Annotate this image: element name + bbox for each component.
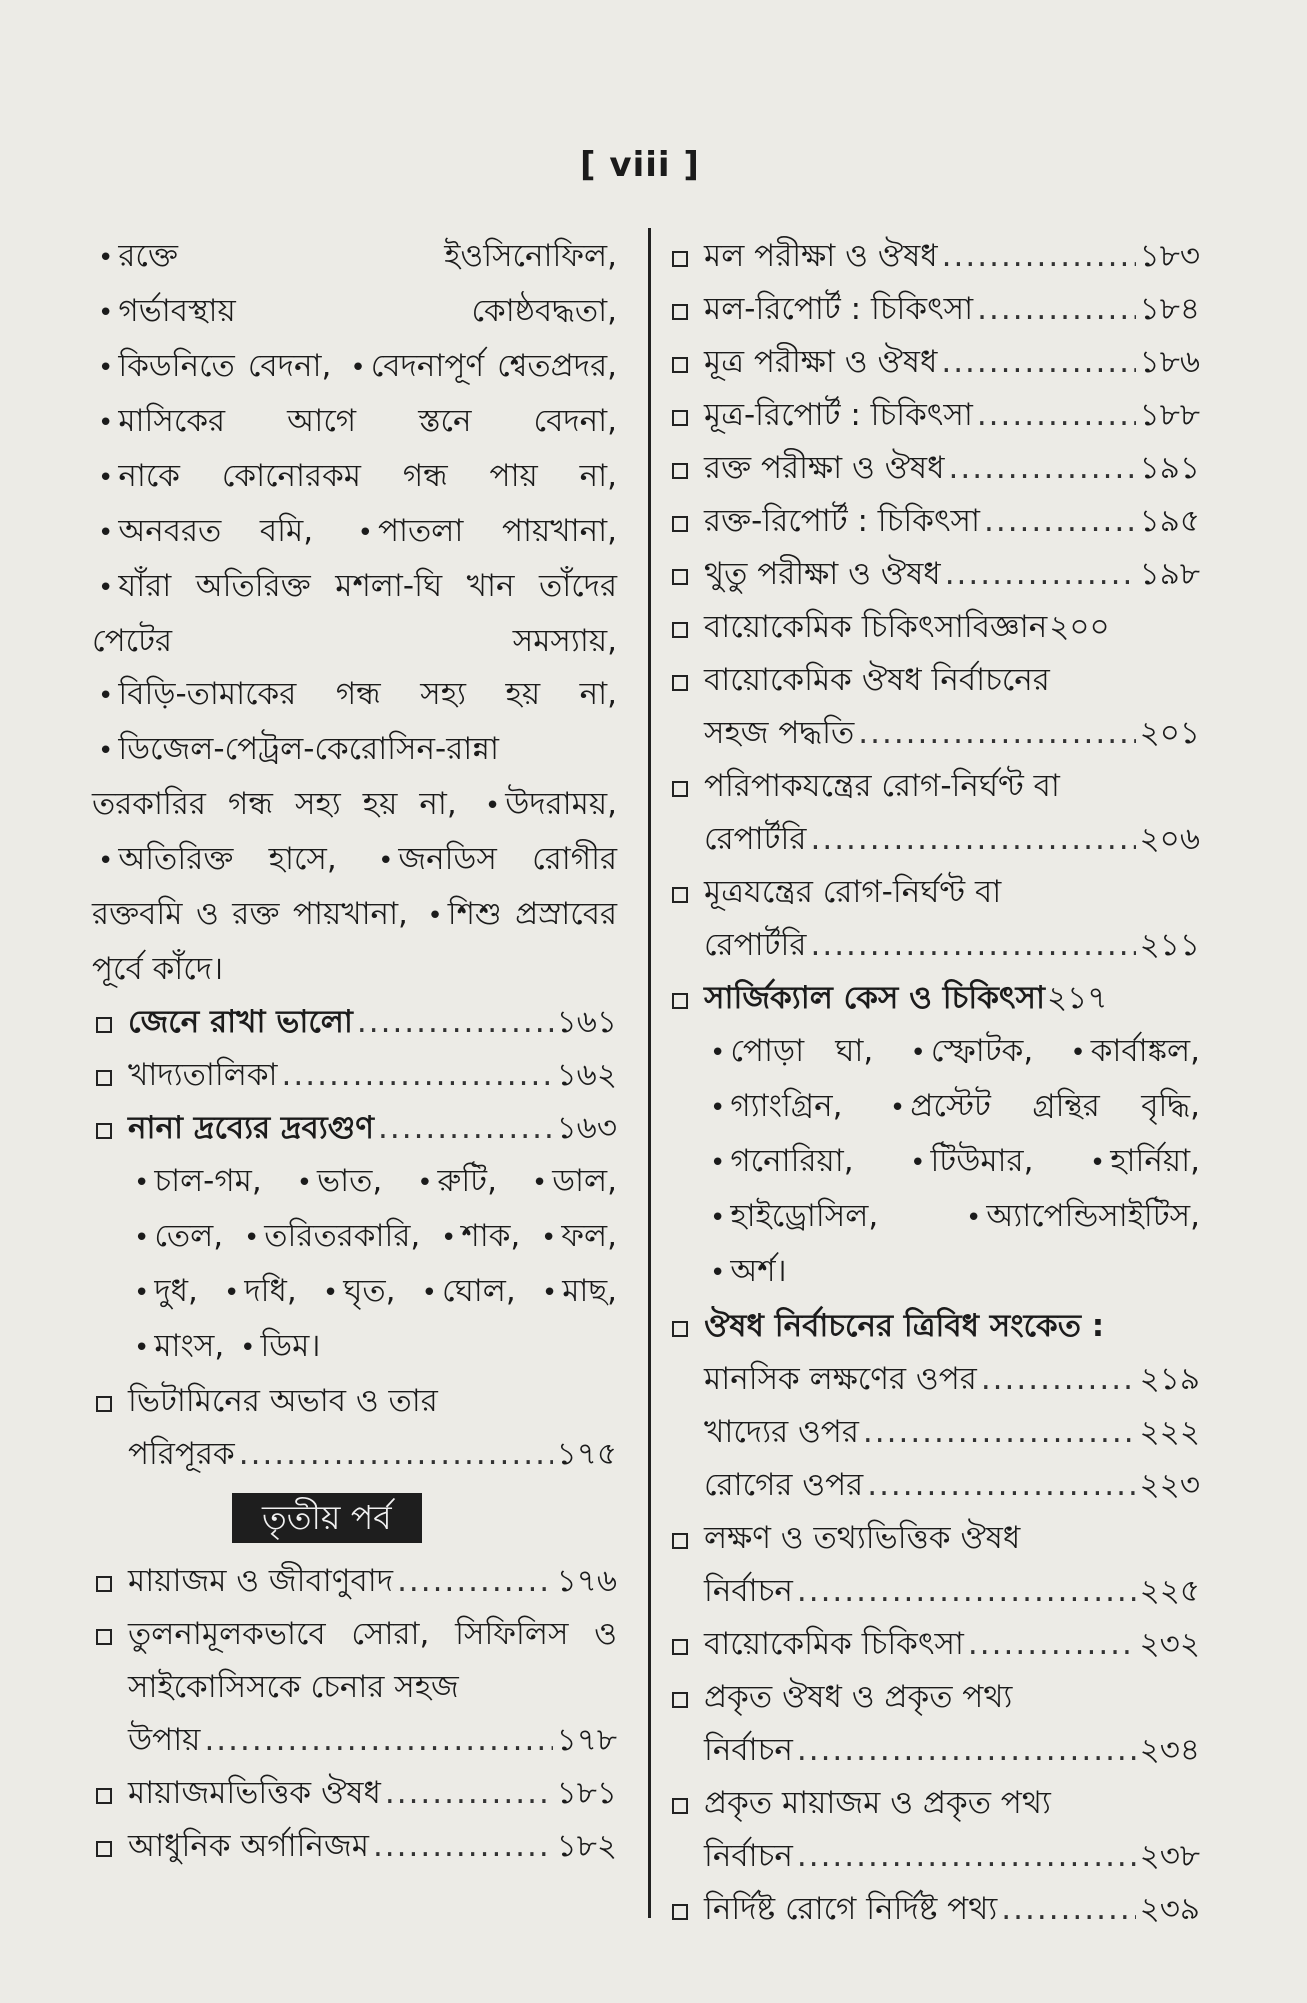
checkbox-square-icon xyxy=(672,675,688,691)
checkbox-square-icon xyxy=(672,1639,688,1655)
entry-page: ১৯১ xyxy=(1139,450,1200,486)
entry-page: ১৮৮ xyxy=(1139,397,1200,433)
entry-label: মূত্র পরীক্ষা ও ঔষধ xyxy=(704,344,938,380)
entry-page: ১৮৩ xyxy=(1139,238,1200,274)
bullet-item: • কার্বাঙ্কল, xyxy=(1064,1033,1200,1069)
bullet-item: • ডিম। xyxy=(234,1328,320,1364)
toc-entry xyxy=(668,336,1200,389)
entry-page: ১৬৩ xyxy=(556,1110,617,1146)
toc-entry xyxy=(668,495,1200,548)
bullet-item: • রুটি, xyxy=(411,1163,497,1199)
entry-label-line2: পরিপূরক xyxy=(128,1436,235,1472)
entry-page: ২০১ xyxy=(1139,715,1200,751)
bullet-item: • অ্যাপেন্ডিসাইটিস, xyxy=(960,1198,1200,1234)
surgical-bullet-paragraph xyxy=(668,1025,1200,1300)
entry-label: থুতু পরীক্ষা ও ঔষধ xyxy=(704,556,941,592)
checkbox-square-icon xyxy=(672,622,688,638)
leader-dots xyxy=(239,1428,553,1481)
entry-label-line1: লক্ষণ ও তথ্যভিত্তিক ঔষধ xyxy=(704,1520,1021,1556)
toc-entry xyxy=(92,996,617,1049)
entry-page: ২০০ xyxy=(1049,609,1110,645)
toc-entry xyxy=(668,601,1200,654)
toc-entry xyxy=(92,1767,617,1820)
leader-dots xyxy=(949,442,1136,495)
bullet-item: • গর্ভাবস্থায় কোষ্ঠবদ্ধতা, xyxy=(92,293,617,329)
toc-entry-urinary-repertory xyxy=(668,866,1200,972)
leader-dots xyxy=(945,548,1136,601)
leader-dots xyxy=(378,1102,553,1155)
entry-page: ২৩৪ xyxy=(1139,1732,1200,1768)
toc-entry xyxy=(668,442,1200,495)
bullet-item: • কিডনিতে বেদনা, xyxy=(92,348,331,384)
leader-dots xyxy=(357,996,553,1049)
entry-page: ২২৩ xyxy=(1139,1467,1200,1503)
toc-entry xyxy=(92,1049,617,1102)
checkbox-square-icon xyxy=(672,251,688,267)
entry-page: ১৮৪ xyxy=(1139,291,1200,327)
toc-entry xyxy=(668,1883,1200,1936)
checkbox-square-icon xyxy=(96,1788,112,1804)
entry-label: নানা দ্রব্যের দ্রব্যগুণ xyxy=(128,1110,375,1146)
bullet-item: • ফল, xyxy=(535,1218,617,1254)
toc-entry xyxy=(668,1618,1200,1671)
bullet-item: • ঘোল, xyxy=(416,1273,516,1309)
entry-label: খাদ্যতালিকা xyxy=(128,1057,278,1093)
entry-page: ১৬১ xyxy=(556,1004,617,1040)
checkbox-square-icon xyxy=(96,1123,112,1139)
toc-entry xyxy=(668,389,1200,442)
entry-label: আধুনিক অর্গানিজম xyxy=(128,1828,369,1864)
checkbox-square-icon xyxy=(672,1692,688,1708)
left-column xyxy=(92,230,617,1873)
entry-page: ২২৫ xyxy=(1139,1573,1200,1609)
checkbox-square-icon xyxy=(672,781,688,797)
toc-entry xyxy=(668,230,1200,283)
bullet-item: • গনোরিয়া, xyxy=(704,1143,854,1179)
toc-entry-proper-medicine xyxy=(668,1671,1200,1777)
toc-entry-proper-miasm xyxy=(668,1777,1200,1883)
page-number: [ viii ] xyxy=(580,145,700,185)
entry-page: ২৩২ xyxy=(1139,1626,1200,1662)
entry-label-last: উপায় xyxy=(128,1722,201,1758)
checkbox-square-icon xyxy=(96,1576,112,1592)
leader-dots xyxy=(797,1830,1136,1883)
leader-dots xyxy=(968,1618,1136,1671)
leader-dots xyxy=(797,1565,1136,1618)
entry-label: মায়াজম ও জীবাণুবাদ xyxy=(128,1563,394,1599)
entry-label-line1: ভিটামিনের অভাব ও তার xyxy=(128,1383,438,1419)
entry-label-line2: নির্বাচন xyxy=(704,1732,793,1768)
entry-page: ২১১ xyxy=(1139,927,1200,963)
bullet-item: • উদরাময়, xyxy=(479,786,617,822)
checkbox-square-icon xyxy=(96,1070,112,1086)
entry-page: ১৭৫ xyxy=(556,1436,617,1472)
leader-dots xyxy=(397,1555,553,1608)
bullet-item: • ডাল, xyxy=(526,1163,617,1199)
toc-entry xyxy=(92,1102,617,1155)
checkbox-square-icon xyxy=(96,1629,112,1645)
bullet-item: • তরিতরকারি, xyxy=(238,1218,420,1254)
bullet-item: • বেদনাপূর্ণ শ্বেতপ্রদর, xyxy=(344,348,617,384)
entry-sub-label: মানসিক লক্ষণের ওপর xyxy=(704,1361,977,1397)
bullet-item: • শিশু প্রস্রাবের পূর্বে কাঁদে। xyxy=(92,896,617,987)
leader-dots xyxy=(282,1049,553,1102)
entry-label-line1: প্রকৃত মায়াজম ও প্রকৃত পথ্য xyxy=(704,1785,1051,1821)
leader-dots xyxy=(810,813,1135,866)
bullet-item: • পোড়া ঘা, xyxy=(704,1033,873,1069)
bullet-item: • শাক, xyxy=(435,1218,520,1254)
entry-page: ১৯৫ xyxy=(1139,503,1200,539)
leader-dots xyxy=(797,1724,1136,1777)
right-column xyxy=(668,230,1200,1936)
entry-label-line1: প্রকৃত ঔষধ ও প্রকৃত পথ্য xyxy=(704,1679,1013,1715)
checkbox-square-icon xyxy=(672,1798,688,1814)
leader-dots xyxy=(1001,1883,1135,1936)
toc-entry-triple-signs xyxy=(668,1300,1200,1512)
entry-label: মল পরীক্ষা ও ঔষধ xyxy=(704,238,938,274)
checkbox-square-icon xyxy=(672,887,688,903)
leader-dots xyxy=(373,1820,553,1873)
checkbox-square-icon xyxy=(672,516,688,532)
entry-label: মায়াজমভিত্তিক ঔষধ xyxy=(128,1775,381,1811)
bullet-item: • অনবরত বমি, xyxy=(92,513,313,549)
bullet-item: • ডিজেল-পেট্রল-কেরোসিন-রান্না তরকারির গন্ধ সহ্য হয় না, xyxy=(92,731,499,822)
leader-dots xyxy=(863,1406,1136,1459)
entry-sub-label: রোগের ওপর xyxy=(704,1467,864,1503)
leader-dots xyxy=(867,1459,1135,1512)
bullet-item: • অর্শ। xyxy=(704,1253,787,1289)
entry-label-line2: নির্বাচন xyxy=(704,1838,793,1874)
bullet-item: • মাছ, xyxy=(536,1273,617,1309)
entry-label-line1: বায়োকেমিক ঔষধ নির্বাচনের xyxy=(704,662,1050,698)
bullet-item: • জনডিস রোগীর রক্তবমি ও রক্ত পায়খানা, xyxy=(92,841,617,932)
bullet-item: • নাকে কোনোরকম গন্ধ পায় না, xyxy=(92,458,617,494)
entry-page: ১৭৮ xyxy=(556,1722,617,1758)
entry-label: নির্দিষ্ট রোগে নির্দিষ্ট পথ্য xyxy=(704,1891,998,1927)
entry-label-line2: রেপার্টরি xyxy=(704,927,807,963)
entry-page: ১৭৬ xyxy=(556,1563,617,1599)
entry-page: ২৩৮ xyxy=(1139,1838,1200,1874)
leader-dots xyxy=(977,283,1135,336)
bullet-item: • অতিরিক্ত হাসে, xyxy=(92,841,337,877)
bullet-item: • মাসিকের আগে স্তনে বেদনা, xyxy=(92,403,617,439)
leader-dots xyxy=(858,707,1135,760)
leader-dots xyxy=(204,1714,552,1767)
section-heading: তৃতীয় পর্ব xyxy=(232,1493,422,1543)
leader-dots xyxy=(977,389,1136,442)
entry-label-text: তুলনামূলকভাবে সোরা, সিফিলিস ও সাইকোসিসকে চেনার সহজ xyxy=(128,1616,617,1705)
entry-label-line2: সহজ পদ্ধতি xyxy=(704,715,855,751)
bullet-item: • হাইড্রোসিল, xyxy=(704,1198,878,1234)
entry-page: ১৮১ xyxy=(556,1775,617,1811)
checkbox-square-icon xyxy=(672,463,688,479)
checkbox-square-icon xyxy=(672,1321,688,1337)
food-bullet-paragraph xyxy=(92,1155,617,1375)
entry-label: মূত্র-রিপোর্ট : চিকিৎসা xyxy=(704,397,973,433)
column-divider xyxy=(648,228,651,1918)
bullet-item: • ভাত, xyxy=(291,1163,383,1199)
entry-label: রক্ত পরীক্ষা ও ঔষধ xyxy=(704,450,945,486)
leader-dots xyxy=(981,1353,1136,1406)
checkbox-square-icon xyxy=(672,304,688,320)
entry-page: ১৯৮ xyxy=(1139,556,1200,592)
entry-page: ১৬২ xyxy=(556,1057,617,1093)
entry-sub-label: খাদ্যের ওপর xyxy=(704,1414,859,1450)
bullet-item: • প্রস্টেট গ্রন্থির বৃদ্ধি, xyxy=(884,1088,1200,1124)
bullet-item: • যাঁরা অতিরিক্ত মশলা-ঘি খান তাঁদের পেটের সমস্যায়, xyxy=(92,568,617,659)
entry-page: ১৮৬ xyxy=(1139,344,1200,380)
toc-entry xyxy=(92,1820,617,1873)
bullet-item: • তেল, xyxy=(128,1218,223,1254)
leader-dots xyxy=(385,1767,553,1820)
toc-entry-vitamin xyxy=(92,1375,617,1481)
bullet-item: • চাল-গম, xyxy=(128,1163,262,1199)
toc-entry xyxy=(668,283,1200,336)
bullet-item: • পাতলা পায়খানা, xyxy=(352,513,617,549)
entry-label: রক্ত-রিপোর্ট : চিকিৎসা xyxy=(704,503,980,539)
bullet-item: • ঘৃত, xyxy=(317,1273,396,1309)
entry-label-line2: রেপার্টরি xyxy=(704,821,807,857)
intro-bullet-paragraph xyxy=(92,230,617,996)
bullet-item: • দধি, xyxy=(218,1273,297,1309)
entry-label-line2: নির্বাচন xyxy=(704,1573,793,1609)
checkbox-square-icon xyxy=(96,1841,112,1857)
checkbox-square-icon xyxy=(672,993,688,1009)
bullet-item: • মাংস, xyxy=(128,1328,224,1364)
entry-label: বায়োকেমিক চিকিৎসাবিজ্ঞান xyxy=(704,609,1048,645)
entry-heading: ঔষধ নির্বাচনের ত্রিবিধ সংকেত : xyxy=(704,1308,1105,1344)
toc-entry-comparison xyxy=(92,1608,617,1767)
bullet-item: • টিউমার, xyxy=(904,1143,1033,1179)
entry-label: জেনে রাখা ভালো xyxy=(128,1004,353,1040)
bullet-item: • হার্নিয়া, xyxy=(1084,1143,1200,1179)
checkbox-square-icon xyxy=(96,1017,112,1033)
entry-label: সার্জিক্যাল কেস ও চিকিৎসা xyxy=(704,980,1045,1016)
leader-dots xyxy=(941,336,1135,389)
bullet-item: • রক্তে ইওসিনোফিল, xyxy=(92,238,617,274)
entry-label-line1: মূত্রযন্ত্রের রোগ-নির্ঘণ্ট বা xyxy=(704,874,1002,910)
toc-entry xyxy=(92,1555,617,1608)
leader-dots xyxy=(984,495,1136,548)
checkbox-square-icon xyxy=(672,1533,688,1549)
entry-label: বায়োকেমিক চিকিৎসা xyxy=(704,1626,964,1662)
entry-page: ২২২ xyxy=(1139,1414,1200,1450)
entry-page: ২১৭ xyxy=(1046,980,1108,1016)
bullet-item: • গ্যাংগ্রিন, xyxy=(704,1088,842,1124)
checkbox-square-icon xyxy=(96,1396,112,1412)
entry-label-line1: পরিপাকযন্ত্রের রোগ-নির্ঘণ্ট বা xyxy=(704,768,1060,804)
toc-entry xyxy=(668,548,1200,601)
bullet-item: • দুধ, xyxy=(128,1273,198,1309)
checkbox-square-icon xyxy=(672,357,688,373)
leader-dots xyxy=(942,230,1136,283)
leader-dots xyxy=(810,919,1135,972)
checkbox-square-icon xyxy=(672,569,688,585)
entry-label: মল-রিপোর্ট : চিকিৎসা xyxy=(704,291,974,327)
entry-page: ২০৬ xyxy=(1139,821,1200,857)
bullet-item: • স্ফোটক, xyxy=(904,1033,1033,1069)
entry-page: ১৮২ xyxy=(556,1828,617,1864)
checkbox-square-icon xyxy=(672,1904,688,1920)
toc-entry-biochemic-selection xyxy=(668,654,1200,760)
checkbox-square-icon xyxy=(672,410,688,426)
entry-page: ২১৯ xyxy=(1139,1361,1200,1397)
entry-page: ২৩৯ xyxy=(1139,1891,1200,1927)
toc-entry-surgical xyxy=(668,972,1200,1025)
toc-entry-digestive-repertory xyxy=(668,760,1200,866)
bullet-item: • বিড়ি-তামাকের গন্ধ সহ্য হয় না, xyxy=(92,676,617,712)
toc-entry-symptom-selection xyxy=(668,1512,1200,1618)
